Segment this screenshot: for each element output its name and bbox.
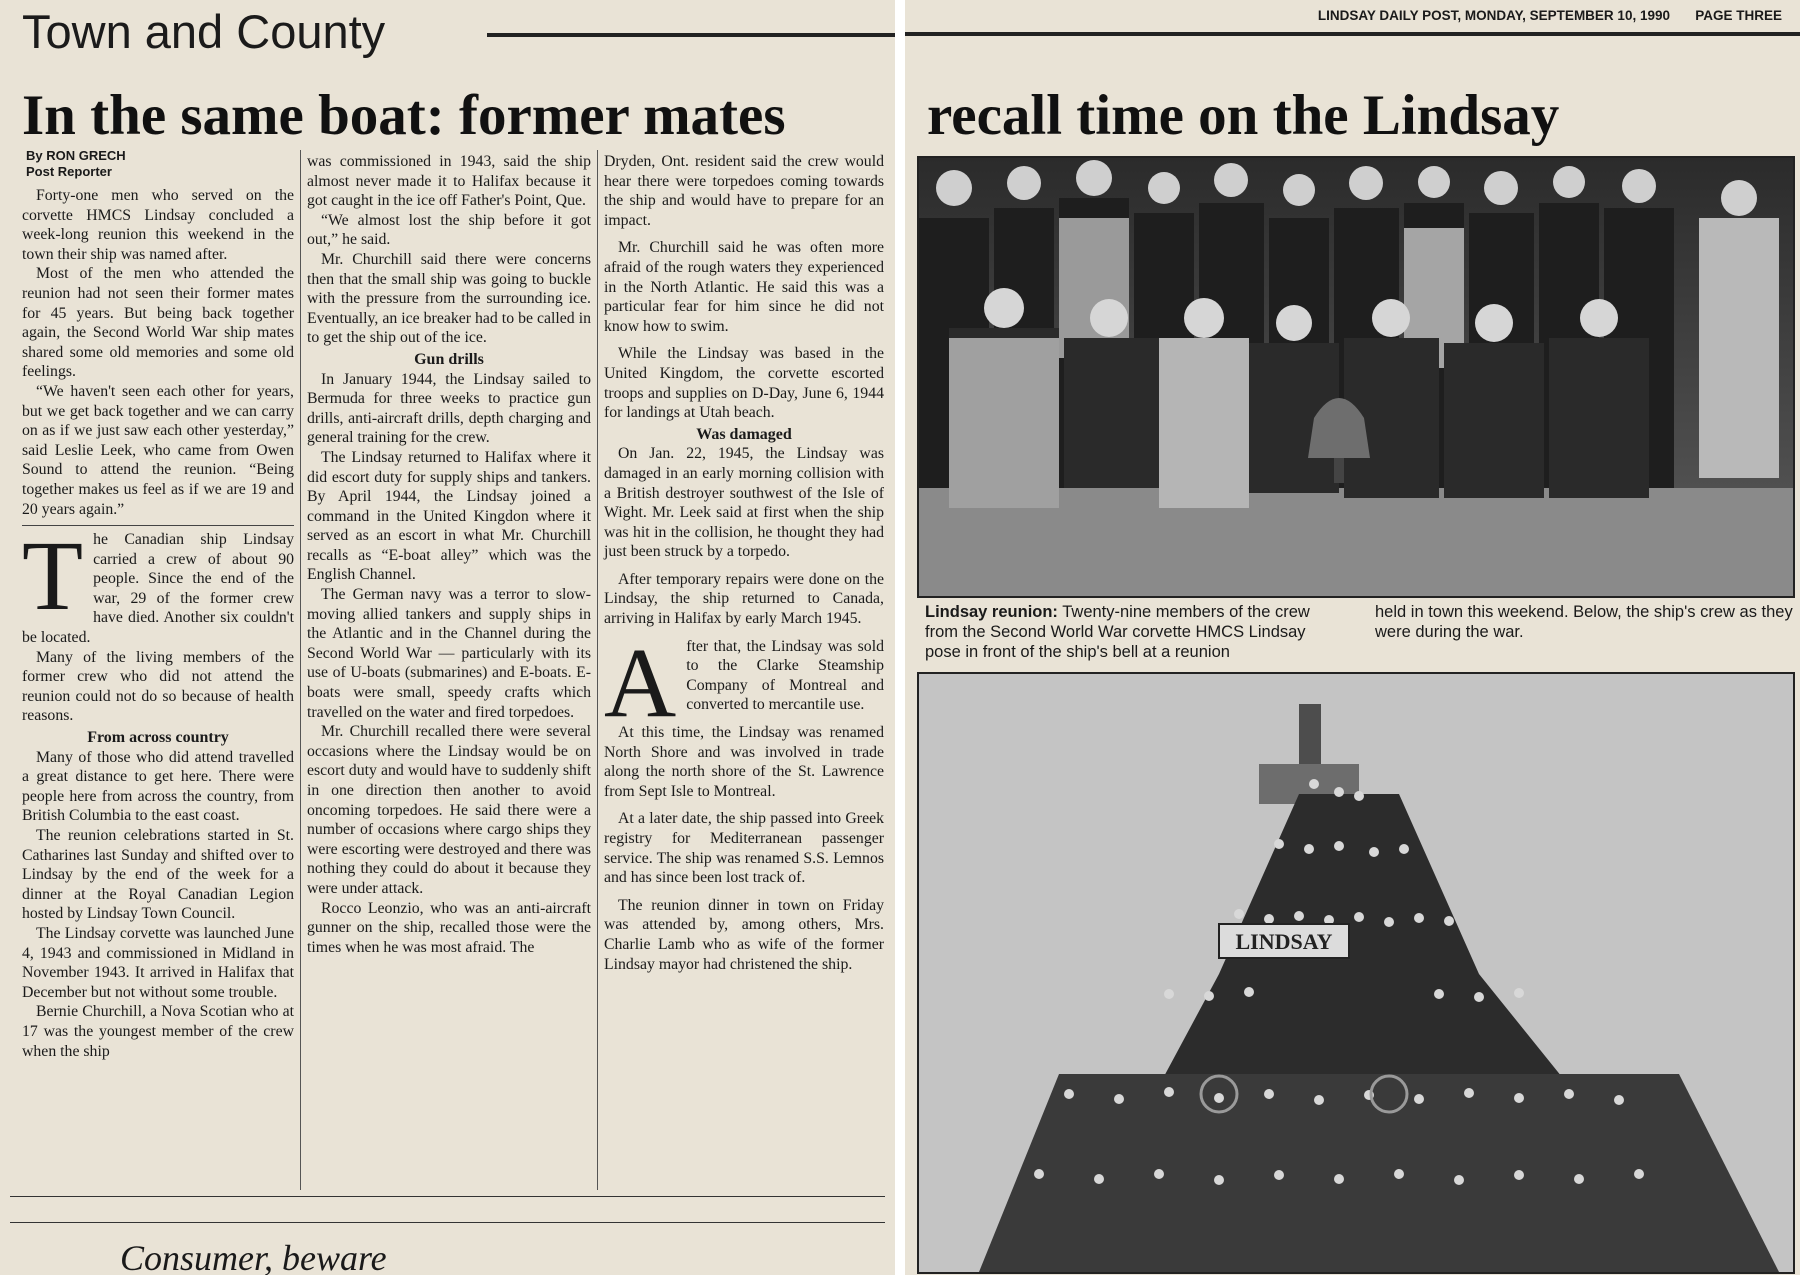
ship-nameplate: LINDSAY bbox=[1235, 929, 1333, 954]
bottom-rule bbox=[10, 1196, 885, 1197]
page-number: PAGE THREE bbox=[1695, 8, 1782, 23]
paragraph: On Jan. 22, 1945, the Lindsay was damaged in an early morning collision with a British destroyer southwest of the Isle of Wight. Mr. Leek said at first when the ship was hit in the collision, he thought they had just been struck by a torpedo. bbox=[604, 445, 884, 561]
column-rule bbox=[597, 150, 598, 1190]
right-newspaper-page bbox=[905, 0, 1800, 1275]
paragraph: The Lindsay corvette was launched June 4, 1943 and commissioned in Midland in November 1943. It arrived in Halifax that December but not without some trouble. bbox=[22, 924, 294, 1001]
article-column-1 bbox=[22, 186, 294, 1061]
paragraph: “We haven't seen each other for years, but we get back together and we can carry on as if we just saw each other yesterday,” said Leslie Leek, who came from Owen Sound to attend the reunion. “Being together makes us feel as if we are 19 and 20 years again.” bbox=[22, 382, 294, 518]
reunion-photo bbox=[917, 156, 1795, 598]
paragraph: At this time, the Lindsay was renamed North Shore and was involved in trade along the north shore of the St. Lawrence from Sept Isle to Montreal. bbox=[604, 724, 884, 800]
wartime-crew-photo-image bbox=[919, 674, 1793, 1272]
paragraph: At a later date, the ship passed into Greek registry for Mediterranean passenger service. The ship was renamed S.S. Lemnos and has since been lost track of. bbox=[604, 810, 884, 887]
subheading: Was damaged bbox=[696, 425, 792, 443]
paragraph: was commissioned in 1943, said the ship almost never made it to Halifax because it got caught in the ice off Father's Point, Que. bbox=[307, 153, 591, 210]
section-rule bbox=[487, 33, 895, 37]
headline-left: In the same boat: former mates bbox=[22, 84, 786, 147]
masthead-rule bbox=[905, 32, 1800, 36]
paragraph: Most of the men who attended the reunion had not seen their former mates for 45 years. But being back together again, the Second World War ship mates shared some old memories and some old feelings. bbox=[22, 265, 294, 381]
paragraph: Bernie Churchill, a Nova Scotian who at 17 was the youngest member of the crew when the ship bbox=[22, 1003, 294, 1060]
paragraph: The reunion dinner in town on Friday was attended by, among others, Mrs. Charlie Lamb who as wife of the former Lindsay mayor had christened the ship. bbox=[604, 896, 884, 973]
caption-text: Twenty-nine members of the crew from the Second World War corvette HMCS Lindsay pose in front of the ship's bell at a reunion bbox=[925, 603, 1310, 661]
paragraph: Many of the living members of the former crew who did not attend the reunion could not do so because of health reasons. bbox=[22, 648, 294, 725]
reunion-photo-image bbox=[919, 158, 1793, 596]
paragraph: Mr. Churchill said he was often more afraid of the rough waters they experienced in the North Atlantic. He said this was a particular fear for him since he did not know how to swim. bbox=[604, 239, 884, 335]
article-column-3 bbox=[604, 152, 884, 974]
photo-caption-right: held in town this weekend. Below, the ship's crew as they were during the war. bbox=[1375, 603, 1793, 641]
subheading: Gun drills bbox=[414, 350, 484, 368]
paragraph: Forty-one men who served on the corvette HMCS Lindsay concluded a week-long reunion this weekend in the town their ship was named after. bbox=[22, 187, 294, 263]
section-heading: Town and County bbox=[22, 5, 386, 58]
paragraph: The reunion celebrations started in St. Catharines last Sunday and shifted over to Lindsay by the end of the week for a dinner at the Royal Canadian Legion hosted by Lindsay Town Council. bbox=[22, 827, 294, 923]
drop-cap: T bbox=[22, 520, 84, 632]
paragraph: “We almost lost the ship before it got out,” he said. bbox=[307, 211, 591, 249]
article-column-2 bbox=[307, 152, 591, 957]
paragraph: Dryden, Ont. resident said the crew would hear there were torpedoes coming towards the ship and would have to prepare for an impact. bbox=[604, 153, 884, 229]
column-rule bbox=[300, 150, 301, 1190]
teaser-headline: Consumer, beware bbox=[120, 1238, 387, 1275]
subheading: From across country bbox=[87, 729, 229, 747]
paragraph: After temporary repairs were done on the Lindsay, the ship returned to Canada, arriving in Halifax by early March 1945. bbox=[604, 570, 884, 628]
paragraph: he Canadian ship Lindsay carried a crew of about 90 people. Since the end of the war, 29 of the former crew have died. Another six couldn't be located. bbox=[22, 531, 294, 647]
masthead-date: LINDSAY DAILY POST, MONDAY, SEPTEMBER 10, 1990 bbox=[1317, 8, 1670, 23]
bottom-rule bbox=[10, 1222, 885, 1223]
left-newspaper-page bbox=[0, 0, 895, 1275]
paragraph: In January 1944, the Lindsay sailed to Bermuda for three weeks to practice gun drills, anti-aircraft drills, depth charging and general training for the crew. bbox=[307, 370, 591, 447]
paragraph: Many of those who did attend travelled a great distance to get here. There were people here from across the country, from British Columbia to the east coast. bbox=[22, 748, 294, 825]
drop-cap: A bbox=[604, 626, 677, 738]
paragraph: The German navy was a terror to slow-moving allied tankers and supply ships in the Atlantic and in the Channel during the Second World War — particularly with its use of U-boats (submarines) and E-boats. E-boats were small, speedy crafts which travelled on the water and fired torpedoes. bbox=[307, 586, 591, 721]
paragraph: While the Lindsay was based in the United Kingdom, the corvette escorted troops and supplies on D-Day, June 6, 1944 for landings at Utah beach. bbox=[604, 345, 884, 422]
headline-right: recall time on the Lindsay bbox=[927, 84, 1560, 147]
caption-lead: Lindsay reunion: bbox=[925, 603, 1058, 621]
paragraph: fter that, the Lindsay was sold to the Clarke Steamship Company of Montreal and converted to mercantile use. bbox=[686, 637, 884, 714]
wartime-crew-photo bbox=[917, 672, 1795, 1274]
photo-caption-left bbox=[925, 602, 1340, 662]
byline bbox=[26, 148, 126, 180]
byline-role: Post Reporter bbox=[26, 164, 112, 179]
byline-name: By RON GRECH bbox=[26, 148, 126, 163]
paragraph: Mr. Churchill said there were concerns then that the small ship was going to buckle with the pressure from the surrounding ice. Eventually, an ice breaker had to be called in to get the ship out of the ice. bbox=[307, 250, 591, 347]
paragraph: The Lindsay returned to Halifax where it did escort duty for supply ships and tankers. By April 1944, the Lindsay joined a command in the United Kingdon where it served as an escort in what Mr. Churchill recalls as “E-boat alley” which was the English Channel. bbox=[307, 448, 591, 584]
paragraph: Mr. Churchill recalled there were several occasions where the Lindsay would be on escort duty and would have to suddenly shift in one direction then another to avoid oncoming torpedoes. He said there were a number of occasions where cargo ships they were escorting were destroyed and there was nothing they could do about it because they were under attack. bbox=[307, 723, 591, 897]
paragraph: Rocco Leonzio, who was an anti-aircraft gunner on the ship, recalled those were the times when he was most afraid. The bbox=[307, 899, 591, 956]
